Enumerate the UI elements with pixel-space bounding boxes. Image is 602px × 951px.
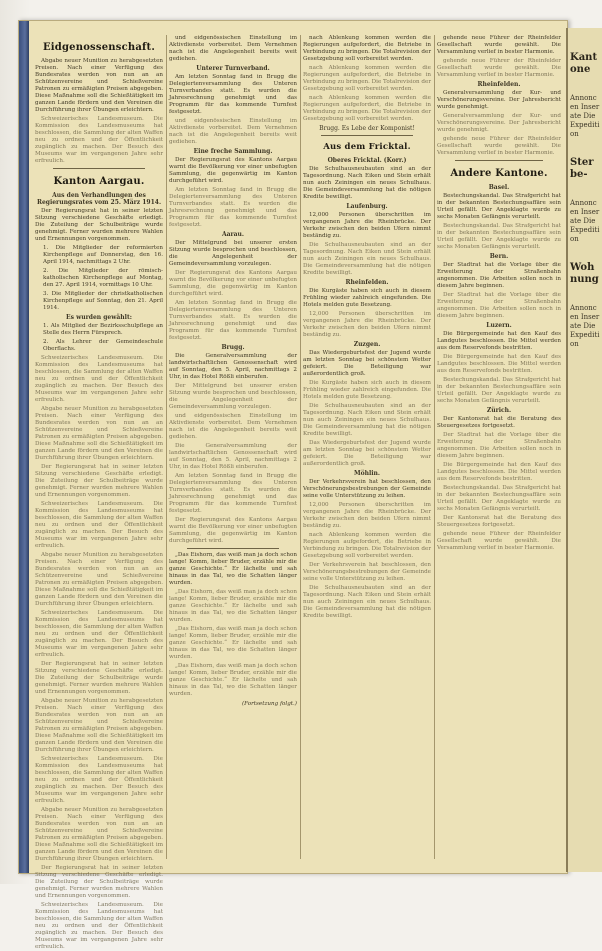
adjacent-page [566, 28, 602, 872]
article-body: gehende neue Führer der Rheinfelder Gesellschaft wurde gewählt. Die Versammlung verlief in bester Harmonie. [437, 136, 561, 156]
article-body: Der Regierungsrat hat in seiner letzten Sitzung verschiedene Geschäfte erledigt. Die Zuteilung der Schulbeiträge wurde genehmigt. Ferner wurden mehrere Wahlen und Ernennungen vorgenommen. [35, 661, 163, 695]
article-body: Generalversammlung der Kur- und Verschönerungsvereine. Der Jahresbericht wurde genehmigt. [437, 113, 561, 133]
article-lead: Abgabe neuer Munition zu herabgesetzten Preisen. Nach einer Verfügung des Bundesrates werden von nun an an Schützenvereine und Schießvereine Patronen zu ermäßigten Preisen abgegeben. Diese Maßnahme soll die Schießtätigkeit im ganzen Lande fördern und den Vereinen die Durchführung ihrer Übungen erleichtern. [35, 58, 163, 113]
article-body: Die Bürgergemeinde hat den Kauf des Landgutes beschlossen. Die Mittel werden aus dem Reservefonds bestritten. [437, 331, 561, 351]
article-body: Die Kurgäste haben sich auch in diesem Frühling wieder zahlreich eingefunden. Die Hotels melden gute Besetzung. [303, 380, 431, 400]
article-body: Der Regierungsrat des Kantons Aargau warnt die Bevölkerung vor einer unbefugten Sammlung, die gegenwärtig im Kanton durchgeführt wird. [169, 517, 297, 544]
article-body: Bestechungskandal. Das Strafgericht hat in der bekannten Bestechungsaffäre sein Urteil gefällt. Der Angeklagte wurde zu sechs Monaten Gefängnis verurteilt. [437, 193, 561, 220]
article-closing: Brugg. Es Lebe der Komponist! [319, 125, 415, 132]
article-body: 12,000 Personen überschritten im vergangenen Jahre die Rheinbrücke. Der Verkehr zwischen den beiden Ufern nimmt beständig zu. [303, 502, 431, 529]
article-body: Abgabe neuer Munition zu herabgesetzten Preisen. Nach einer Verfügung des Bundesrates werden von nun an an Schützenvereine und Schießvereine Patronen zu ermäßigten Preisen abgegeben. Diese Maßnahme soll die Schießtätigkeit im ganzen Lande fördern und den Vereinen die Durchführung ihrer Übungen erleichtern. [35, 552, 163, 607]
article-body: Am letzten Sonntag fand in Brugg die Delegiertenversammlung des Unteren Turnverbandes statt. Es wurden die Jahresrechnung genehmigt und das Programm für das kommende Turnfest festgesetzt. [169, 473, 297, 514]
article-heading: Aarau. [221, 231, 245, 238]
article-heading: Brugg. [221, 344, 245, 351]
article-heading: Luzern. [486, 322, 512, 329]
article-body: Schweizerisches Landesmuseum. Die Kommission des Landesmuseums hat beschlossen, die Sammlung der alten Waffen neu zu ordnen und der Öffentlichkeit zugänglich zu machen. Der Besuch des Museums war im vergangenen Jahre sehr erfreulich. [35, 116, 163, 164]
article-body: Der Regierungsrat des Kantons Aargau warnt die Bevölkerung vor einer unbefugten Sammlung, die gegenwärtig im Kanton durchgeführt wird. [169, 157, 297, 184]
article-body: nach Ablenkung kommen werden die Regierungen aufgefordert, die Betriebe in Verbindung zu bringen. Die Totalrevision der Gesetzgebung soll vorbereitet werden. [303, 95, 431, 122]
book-binding [19, 21, 29, 873]
column-1 [35, 35, 163, 950]
article-body: und eidgenössischen Einstellung im Aktivdienste vorbereitet. Dem Vernehmen nach ist die Angelegenheit bereits weit gediehen. [169, 413, 297, 440]
article-body: Bestechungskandal. Das Strafgericht hat in der bekannten Bestechungsaffäre sein Urteil gefällt. Der Angeklagte wurde zu sechs Monaten Gefängnis verurteilt. [437, 485, 561, 512]
list-item: 1. Die Mitglieder der reformierten Kirchenpflege auf Donnerstag, den 16. April 1914, nachmittags 2 Uhr. [43, 245, 163, 265]
article-body: Am letzten Sonntag fand in Brugg die Delegiertenversammlung des Unteren Turnverbandes statt. Es wurden die Jahresrechnung genehmigt und das Programm für das kommende Turnfest festgesetzt. [169, 74, 297, 115]
article-heading: Bern. [489, 253, 509, 260]
feuilleton-text: „Das Eishorn, das weiß man ja doch schon lange! Komm, lieber Bruder, erzähle mir die ganze Geschichte.“ Er lächelte und sah hinaus in das Tal, wo die Schatten länger wurden. [169, 589, 297, 623]
article-body: und eidgenössischen Einstellung im Aktivdienste vorbereitet. Dem Vernehmen nach ist die Angelegenheit bereits weit gediehen. [169, 118, 297, 145]
article-heading: Basel. [488, 184, 510, 191]
article-body: Die Schulhausneubauten sind an der Tagesordnung. Nach Eiken und Stein erhält nun auch Zeiningen ein neues Schulhaus. Die Gemeindeversammlung hat die nötigen Kredite bewilligt. [303, 242, 431, 276]
article-body: Der Kantonsrat hat die Beratung des Steuergesetzes fortgesetzt. [437, 515, 561, 528]
list-item: 1. Als Mitglied der Bezirksschulpflege an Stelle des Herrn Fürsprech. [43, 323, 163, 336]
article-body: nach Ablenkung kommen werden die Regierungen aufgefordert, die Betriebe in Verbindung zu bringen. Die Totalrevision der Gesetzgebung soll vorbereitet werden. [303, 35, 431, 62]
article-body: Der Kantonsrat hat die Beratung des Steuergesetzes fortgesetzt. [437, 416, 561, 429]
article-body: Der Regierungsrat des Kantons Aargau warnt die Bevölkerung vor einer unbefugten Sammlung, die gegenwärtig im Kanton durchgeführt wird. [169, 270, 297, 297]
adjacent-page-text [568, 28, 602, 373]
article-body: Die Generalversammlung der landwirtschaftlichen Genossenschaft wird auf Sonntag, den 5. April, nachmittags 2 Uhr, in das Hotel Rößli einberufen. [169, 443, 297, 470]
article-body: Schweizerisches Landesmuseum. Die Kommission des Landesmuseums hat beschlossen, die Sammlung der alten Waffen neu zu ordnen und der Öffentlichkeit zugänglich zu machen. Der Besuch des Museums war im vergangenen Jahre sehr erfreulich. [35, 756, 163, 804]
article-heading: Rheinfelden. [477, 81, 521, 88]
column-rule [434, 35, 435, 859]
continuation-note: (Fortsetzung folgt.) [241, 701, 297, 707]
article-body: Bestechungskandal. Das Strafgericht hat in der bekannten Bestechungsaffäre sein Urteil gefällt. Der Angeklagte wurde zu sechs Monaten Gefängnis verurteilt. [437, 377, 561, 404]
article-body: Schweizerisches Landesmuseum. Die Kommission des Landesmuseums hat beschlossen, die Sammlung der alten Waffen neu zu ordnen und der Öffentlichkeit zugänglich zu machen. Der Besuch des Museums war im vergangenen Jahre sehr erfreulich. [35, 902, 163, 950]
article-body: Der Stadtrat hat die Vorlage über die Erweiterung der Straßenbahn angenommen. Die Arbeiten sollen noch in diesem Jahre beginnen. [437, 292, 561, 319]
adjacent-heading: Sterbe- [570, 157, 594, 180]
article-body: Die Schulhausneubauten sind an der Tagesordnung. Nach Eiken und Stein erhält nun auch Zeiningen ein neues Schulhaus. Die Gemeindeversammlung hat die nötigen Kredite bewilligt. [303, 403, 431, 437]
section-title-eidgenossenschaft: Eidgenossenschaft. [42, 42, 156, 53]
column-2 [169, 35, 297, 859]
article-body: Schweizerisches Landesmuseum. Die Kommission des Landesmuseums hat beschlossen, die Sammlung der alten Waffen neu zu ordnen und der Öffentlichkeit zugänglich zu machen. Der Besuch des Museums war im vergangenen Jahre sehr erfreulich. [35, 501, 163, 549]
article-body: Generalversammlung der Kur- und Verschönerungsvereine. Der Jahresbericht wurde genehmigt. [437, 90, 561, 110]
list-item: 2. Die Mitglieder der römisch-katholischen Kirchenpflege auf Montag, den 27. April 1914, vormittags 10 Uhr. [43, 268, 163, 288]
article-body: Der Verkehrsverein hat beschlossen, den Verschönerungsbestrebungen der Gemeinde seine volle Unterstützung zu leihen. [303, 562, 431, 582]
article-body: Die Schulhausneubauten sind an der Tagesordnung. Nach Eiken und Stein erhält nun auch Zeiningen ein neues Schulhaus. Die Gemeindeversammlung hat die nötigen Kredite bewilligt. [303, 166, 431, 200]
article-heading: Oberes Fricktal. (Korr.) [327, 157, 407, 164]
article-body: Die Bürgergemeinde hat den Kauf des Landgutes beschlossen. Die Mittel werden aus dem Reservefonds bestritten. [437, 462, 561, 482]
newspaper-page [18, 20, 568, 950]
divider [321, 135, 413, 136]
article-body: Der Mittelgrund bei unserer ersten Sitzung wurde besprochen und beschlossen, die Angelegenheit der Gemeindeversammlung vorzulegen. [169, 240, 297, 267]
article-body: Bestechungskandal. Das Strafgericht hat in der bekannten Bestechungsaffäre sein Urteil gefällt. Der Angeklagte wurde zu sechs Monaten Gefängnis verurteilt. [437, 223, 561, 250]
article-body: Am letzten Sonntag fand in Brugg die Delegiertenversammlung des Unteren Turnverbandes statt. Es wurden die Jahresrechnung genehmigt und das Programm für das kommende Turnfest festgesetzt. [169, 187, 297, 228]
article-body: Die Generalversammlung der landwirtschaftlichen Genossenschaft wird auf Sonntag, den 5. April, nachmittags 2 Uhr, in das Hotel Rößli einberufen. [169, 353, 297, 380]
divider [455, 160, 543, 161]
article-subheading: Aus den Verhandlungen des Regierungsrates vom 25. März 1914. [36, 192, 162, 206]
column-4 [437, 35, 561, 859]
article-body: 12,000 Personen überschritten im vergangenen Jahre die Rheinbrücke. Der Verkehr zwischen den beiden Ufern nimmt beständig zu. [303, 212, 431, 239]
feuilleton-text: „Das Eishorn, das weiß man ja doch schon lange! Komm, lieber Bruder, erzähle mir die ganze Geschichte.“ Er lächelte und sah hinaus in das Tal, wo die Schatten länger wurden. [169, 663, 297, 697]
section-title-fricktal: Aus dem Fricktal. [323, 142, 411, 152]
article-body: Der Stadtrat hat die Vorlage über die Erweiterung der Straßenbahn angenommen. Die Arbeiten sollen noch in diesem Jahre beginnen. [437, 262, 561, 289]
article-body: Schweizerisches Landesmuseum. Die Kommission des Landesmuseums hat beschlossen, die Sammlung der alten Waffen neu zu ordnen und der Öffentlichkeit zugänglich zu machen. Der Besuch des Museums war im vergangenen Jahre sehr erfreulich. [35, 355, 163, 403]
column-rule [300, 35, 301, 859]
article-heading: Rheinfelden. [345, 279, 389, 286]
article-body: Der Regierungsrat hat in seiner letzten Sitzung verschiedene Geschäfte erledigt. Die Zuteilung der Schulbeiträge wurde genehmigt. Ferner wurden mehrere Wahlen und Ernennungen vorgenommen. [35, 464, 163, 498]
article-body: gehende neue Führer der Rheinfelder Gesellschaft wurde gewählt. Die Versammlung verlief in bester Harmonie. [437, 58, 561, 78]
adjacent-heading: Wohnung [570, 262, 599, 285]
section-title-andere-kantone: Andere Kantone. [450, 168, 548, 179]
article-body: Das Wiedergeburtsfest der Jugend wurde am letzten Sonntag bei schönstem Wetter gefeiert. Die Beteiligung war außerordentlich groß. [303, 440, 431, 467]
article-body: Abgabe neuer Munition zu herabgesetzten Preisen. Nach einer Verfügung des Bundesrates werden von nun an an Schützenvereine und Schießvereine Patronen zu ermäßigten Preisen abgegeben. Diese Maßnahme soll die Schießtätigkeit im ganzen Lande fördern und den Vereinen die Durchführung ihrer Übungen erleichtern. [35, 698, 163, 753]
article-heading: Zürich. [486, 407, 512, 414]
article-heading: Möhlin. [353, 470, 380, 477]
article-body: Die Bürgergemeinde hat den Kauf des Landgutes beschlossen. Die Mittel werden aus dem Reservefonds bestritten. [437, 354, 561, 374]
article-body: Der Verkehrsverein hat beschlossen, den Verschönerungsbestrebungen der Gemeinde seine volle Unterstützung zu leihen. [303, 479, 431, 499]
adjacent-text: Annoncen Inserate Die Expedition [570, 94, 600, 138]
article-heading: Zuzgen. [353, 341, 381, 348]
article-body: nach Ablenkung kommen werden die Regierungen aufgefordert, die Betriebe in Verbindung zu bringen. Die Totalrevision der Gesetzgebung soll vorbereitet werden. [303, 532, 431, 559]
column-3 [303, 35, 431, 859]
article-subheading: Es wurden gewählt: [66, 314, 132, 321]
column-rule [166, 35, 167, 859]
article-body: Der Mittelgrund bei unserer ersten Sitzung wurde besprochen und beschlossen, die Angelegenheit der Gemeindeversammlung vorzulegen. [169, 383, 297, 410]
article-body: Der Stadtrat hat die Vorlage über die Erweiterung der Straßenbahn angenommen. Die Arbeiten sollen noch in diesem Jahre beginnen. [437, 432, 561, 459]
article-body: nach Ablenkung kommen werden die Regierungen aufgefordert, die Betriebe in Verbindung zu bringen. Die Totalrevision der Gesetzgebung soll vorbereitet werden. [303, 65, 431, 92]
article-body: und eidgenössischen Einstellung im Aktivdienste vorbereitet. Dem Vernehmen nach ist die Angelegenheit bereits weit gediehen. [169, 35, 297, 62]
article-body: 12,000 Personen überschritten im vergangenen Jahre die Rheinbrücke. Der Verkehr zwischen den beiden Ufern nimmt beständig zu. [303, 311, 431, 338]
adjacent-heading: Kantone [570, 52, 598, 75]
divider [187, 548, 279, 549]
article-body: Abgabe neuer Munition zu herabgesetzten Preisen. Nach einer Verfügung des Bundesrates werden von nun an an Schützenvereine und Schießvereine Patronen zu ermäßigten Preisen abgegeben. Diese Maßnahme soll die Schießtätigkeit im ganzen Lande fördern und den Vereinen die Durchführung ihrer Übungen erleichtern. [35, 406, 163, 461]
article-body: gehende neue Führer der Rheinfelder Gesellschaft wurde gewählt. Die Versammlung verlief in bester Harmonie. [437, 531, 561, 551]
adjacent-text: Annoncen Inserate Die Expedition [570, 304, 600, 348]
feuilleton-text: „Das Eishorn, das weiß man ja doch schon lange! Komm, lieber Bruder, erzähle mir die ganze Geschichte.“ Er lächelte und sah hinaus in das Tal, wo die Schatten länger wurden. [169, 552, 297, 586]
article-heading: Eine freche Sammlung. [193, 148, 273, 155]
divider [53, 168, 145, 169]
article-body: Das Wiedergeburtsfest der Jugend wurde am letzten Sonntag bei schönstem Wetter gefeiert. Die Beteiligung war außerordentlich groß. [303, 350, 431, 377]
article-body: Der Regierungsrat hat in seiner letzten Sitzung verschiedene Geschäfte erledigt. Die Zuteilung der Schulbeiträge wurde genehmigt. Ferner wurden mehrere Wahlen und Ernennungen vorgenommen. [35, 208, 163, 242]
article-body: gehende neue Führer der Rheinfelder Gesellschaft wurde gewählt. Die Versammlung verlief in bester Harmonie. [437, 35, 561, 55]
adjacent-text: Annoncen Inserate Die Expedition [570, 199, 600, 243]
article-body: Abgabe neuer Munition zu herabgesetzten Preisen. Nach einer Verfügung des Bundesrates werden von nun an an Schützenvereine und Schießvereine Patronen zu ermäßigten Preisen abgegeben. Diese Maßnahme soll die Schießtätigkeit im ganzen Lande fördern und den Vereinen die Durchführung ihrer Übungen erleichtern. [35, 807, 163, 862]
article-body: Schweizerisches Landesmuseum. Die Kommission des Landesmuseums hat beschlossen, die Sammlung der alten Waffen neu zu ordnen und der Öffentlichkeit zugänglich zu machen. Der Besuch des Museums war im vergangenen Jahre sehr erfreulich. [35, 610, 163, 658]
article-body: Die Kurgäste haben sich auch in diesem Frühling wieder zahlreich eingefunden. Die Hotels melden gute Besetzung. [303, 288, 431, 308]
list-item: 3. Die Mitglieder der christkatholischen Kirchenpflege auf Sonntag, den 21. April 1914. [43, 291, 163, 311]
list-item: 2. Als Lehrer der Gemeindeschule Oberflachs. [43, 339, 163, 352]
article-heading: Unterer Turnverband. [196, 65, 270, 72]
article-body: Die Schulhausneubauten sind an der Tagesordnung. Nach Eiken und Stein erhält nun auch Zeiningen ein neues Schulhaus. Die Gemeindeversammlung hat die nötigen Kredite bewilligt. [303, 585, 431, 619]
section-title-kanton-aargau: Kanton Aargau. [53, 176, 145, 187]
article-heading: Laufenburg. [346, 203, 388, 210]
article-body: Der Regierungsrat hat in seiner letzten Sitzung verschiedene Geschäfte erledigt. Die Zuteilung der Schulbeiträge wurde genehmigt. Ferner wurden mehrere Wahlen und Ernennungen vorgenommen. [35, 865, 163, 899]
article-body: Am letzten Sonntag fand in Brugg die Delegiertenversammlung des Unteren Turnverbandes statt. Es wurden die Jahresrechnung genehmigt und das Programm für das kommende Turnfest festgesetzt. [169, 300, 297, 341]
feuilleton-text: „Das Eishorn, das weiß man ja doch schon lange! Komm, lieber Bruder, erzähle mir die ganze Geschichte.“ Er lächelte und sah hinaus in das Tal, wo die Schatten länger wurden. [169, 626, 297, 660]
